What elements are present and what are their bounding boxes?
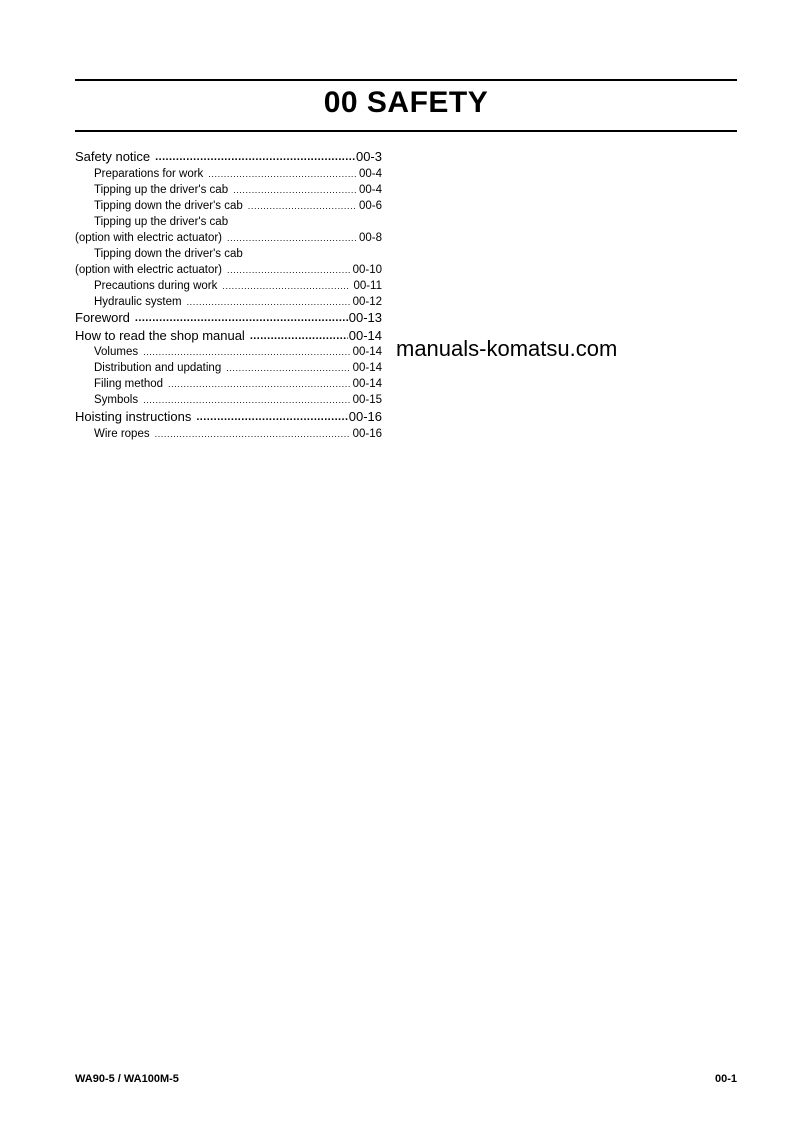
toc-entry[interactable] — [94, 278, 382, 294]
toc-label: Distribution and updating — [94, 362, 222, 374]
toc-entry[interactable] — [94, 376, 382, 392]
title-underline — [75, 130, 737, 132]
toc-entry-line1[interactable] — [94, 246, 382, 262]
toc-page: 00-16 — [352, 428, 382, 440]
toc-label: Foreword — [75, 310, 130, 325]
toc-entry[interactable] — [94, 166, 382, 182]
toc-page: 00-12 — [352, 296, 382, 308]
toc-entry-line1[interactable] — [94, 214, 382, 230]
leader-dots — [155, 426, 350, 442]
toc-page: 00-14 — [352, 378, 382, 390]
leader-dots — [227, 230, 356, 246]
leader-dots — [250, 328, 348, 344]
top-rule — [75, 79, 737, 81]
toc-label: Hoisting instructions — [75, 409, 192, 424]
watermark: manuals-komatsu.com — [396, 336, 618, 361]
toc-label: Precautions during work — [94, 280, 218, 292]
leader-dots — [226, 360, 349, 376]
toc-label: Wire ropes — [94, 428, 150, 440]
toc-entry[interactable] — [75, 310, 382, 326]
toc-page: 00-14 — [352, 362, 382, 374]
toc-page: 00-3 — [355, 149, 382, 164]
toc-label: Tipping up the driver's cab — [94, 184, 229, 196]
toc-label: (option with electric actuator) — [75, 232, 223, 244]
toc-page: 00-11 — [353, 280, 382, 292]
toc-label: Preparations for work — [94, 168, 204, 180]
page-title: 00 SAFETY — [323, 86, 489, 119]
toc-entry[interactable] — [94, 198, 382, 214]
leader-dots — [233, 182, 356, 198]
leader-dots — [196, 409, 347, 425]
toc-label: Symbols — [94, 394, 139, 406]
leader-dots — [143, 344, 349, 360]
leader-dots — [168, 376, 350, 392]
toc-entry[interactable] — [75, 409, 382, 425]
toc-label: Filing method — [94, 378, 164, 390]
toc-page: 00-14 — [348, 328, 382, 343]
footer-page-number: 00-1 — [714, 1073, 737, 1085]
toc-entry[interactable] — [75, 262, 382, 278]
toc-label: Tipping up the driver's cab — [94, 216, 229, 228]
toc-page: 00-6 — [358, 200, 382, 212]
toc-entry[interactable] — [75, 328, 382, 344]
toc-page: 00-16 — [348, 409, 382, 424]
toc-page: 00-10 — [352, 264, 382, 276]
leader-dots — [248, 198, 356, 214]
leader-dots — [143, 392, 349, 408]
leader-dots — [227, 262, 350, 278]
toc-label: Hydraulic system — [94, 296, 182, 308]
toc-page: 00-4 — [358, 168, 382, 180]
toc-label: Safety notice — [75, 149, 151, 164]
toc-entry[interactable] — [94, 182, 382, 198]
leader-dots — [222, 278, 350, 294]
toc-label: Volumes — [94, 346, 139, 358]
toc-label: Tipping down the driver's cab — [94, 248, 243, 260]
toc-entry[interactable] — [75, 149, 382, 165]
toc-page: 00-14 — [352, 346, 382, 358]
leader-dots — [187, 294, 350, 310]
toc-entry[interactable] — [94, 344, 382, 360]
toc-entry[interactable] — [94, 294, 382, 310]
toc-page: 00-4 — [358, 184, 382, 196]
toc-entry[interactable] — [75, 230, 382, 246]
toc-page: 00-15 — [352, 394, 382, 406]
toc-entry[interactable] — [94, 360, 382, 376]
toc-entry[interactable] — [94, 392, 382, 408]
footer-model: WA90-5 / WA100M-5 — [75, 1073, 179, 1085]
leader-dots — [135, 310, 348, 326]
toc-page: 00-13 — [348, 310, 382, 325]
toc-entry[interactable] — [94, 426, 382, 442]
toc-page: 00-8 — [358, 232, 382, 244]
toc-label: How to read the shop manual — [75, 328, 245, 343]
leader-dots — [208, 166, 356, 182]
leader-dots — [155, 149, 355, 165]
toc-label: Tipping down the driver's cab — [94, 200, 243, 212]
toc-label: (option with electric actuator) — [75, 264, 223, 276]
